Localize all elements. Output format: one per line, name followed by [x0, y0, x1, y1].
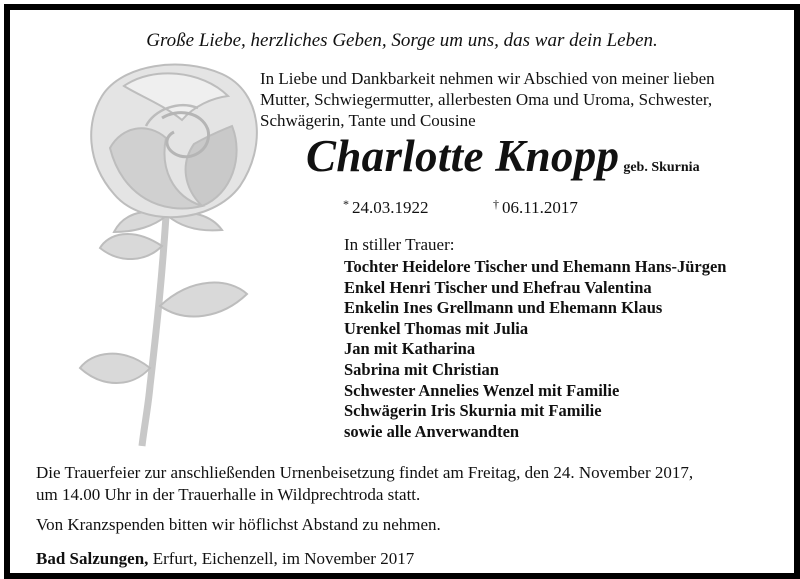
list-item: Jan mit Katharina: [344, 339, 476, 359]
intro-line: Schwägerin, Tante und Cousine: [260, 111, 476, 130]
obituary-notice: [4, 4, 800, 579]
closing-place: Bad Salzungen,: [36, 549, 149, 568]
intro-line: In Liebe und Dankbarkeit nehmen wir Abschied von meiner lieben: [260, 69, 715, 88]
list-item: Schwägerin Iris Skurnia mit Familie: [344, 401, 602, 421]
flowers-note: Von Kranzspenden bitten wir höflichst Abstand zu nehmen.: [36, 515, 441, 534]
list-item: Sabrina mit Christian: [344, 359, 499, 379]
funeral-line: um 14.00 Uhr in der Trauerhalle in Wildprechtroda statt.: [36, 485, 421, 504]
list-item: Tochter Heidelore Tischer und Ehemann Hans-Jürgen: [344, 257, 727, 276]
deceased-name-row: [306, 130, 700, 182]
rose-icon: [62, 56, 292, 456]
death-symbol: †: [493, 197, 499, 211]
death-date: 06.11.2017: [502, 198, 578, 217]
life-dates: [343, 197, 578, 218]
list-item: Schwester Annelies Wenzel mit Familie: [344, 380, 620, 400]
list-item: Enkel Henri Tischer und Ehefrau Valentina: [344, 277, 652, 297]
deceased-name: Charlotte Knopp: [306, 131, 620, 181]
list-item: Urenkel Thomas mit Julia: [344, 318, 529, 338]
closing-line: [36, 548, 776, 570]
intro-line: Mutter, Schwiegermutter, allerbesten Oma und Uroma, Schwester,: [260, 90, 713, 109]
mourners-list: [344, 257, 726, 442]
footer-text: [36, 462, 776, 570]
birth-symbol: *: [343, 197, 349, 211]
list-item: sowie alle Anverwandten: [344, 421, 520, 441]
closing-rest: Erfurt, Eichenzell, im November 2017: [148, 549, 415, 568]
list-item: Enkelin Ines Grellmann und Ehemann Klaus: [344, 298, 663, 318]
motto: Große Liebe, herzliches Geben, Sorge um uns, das war dein Leben.: [146, 30, 658, 51]
mourning-heading: In stiller Trauer:: [344, 235, 455, 254]
funeral-info: [36, 462, 776, 506]
birth-date: 24.03.1922: [352, 198, 429, 217]
birth-name: geb. Skurnia: [623, 160, 700, 175]
funeral-line: Die Trauerfeier zur anschließenden Urnenbeisetzung findet am Freitag, den 24. November 2017,: [36, 463, 694, 482]
death-entry: [493, 197, 578, 218]
intro-text: [260, 68, 780, 131]
